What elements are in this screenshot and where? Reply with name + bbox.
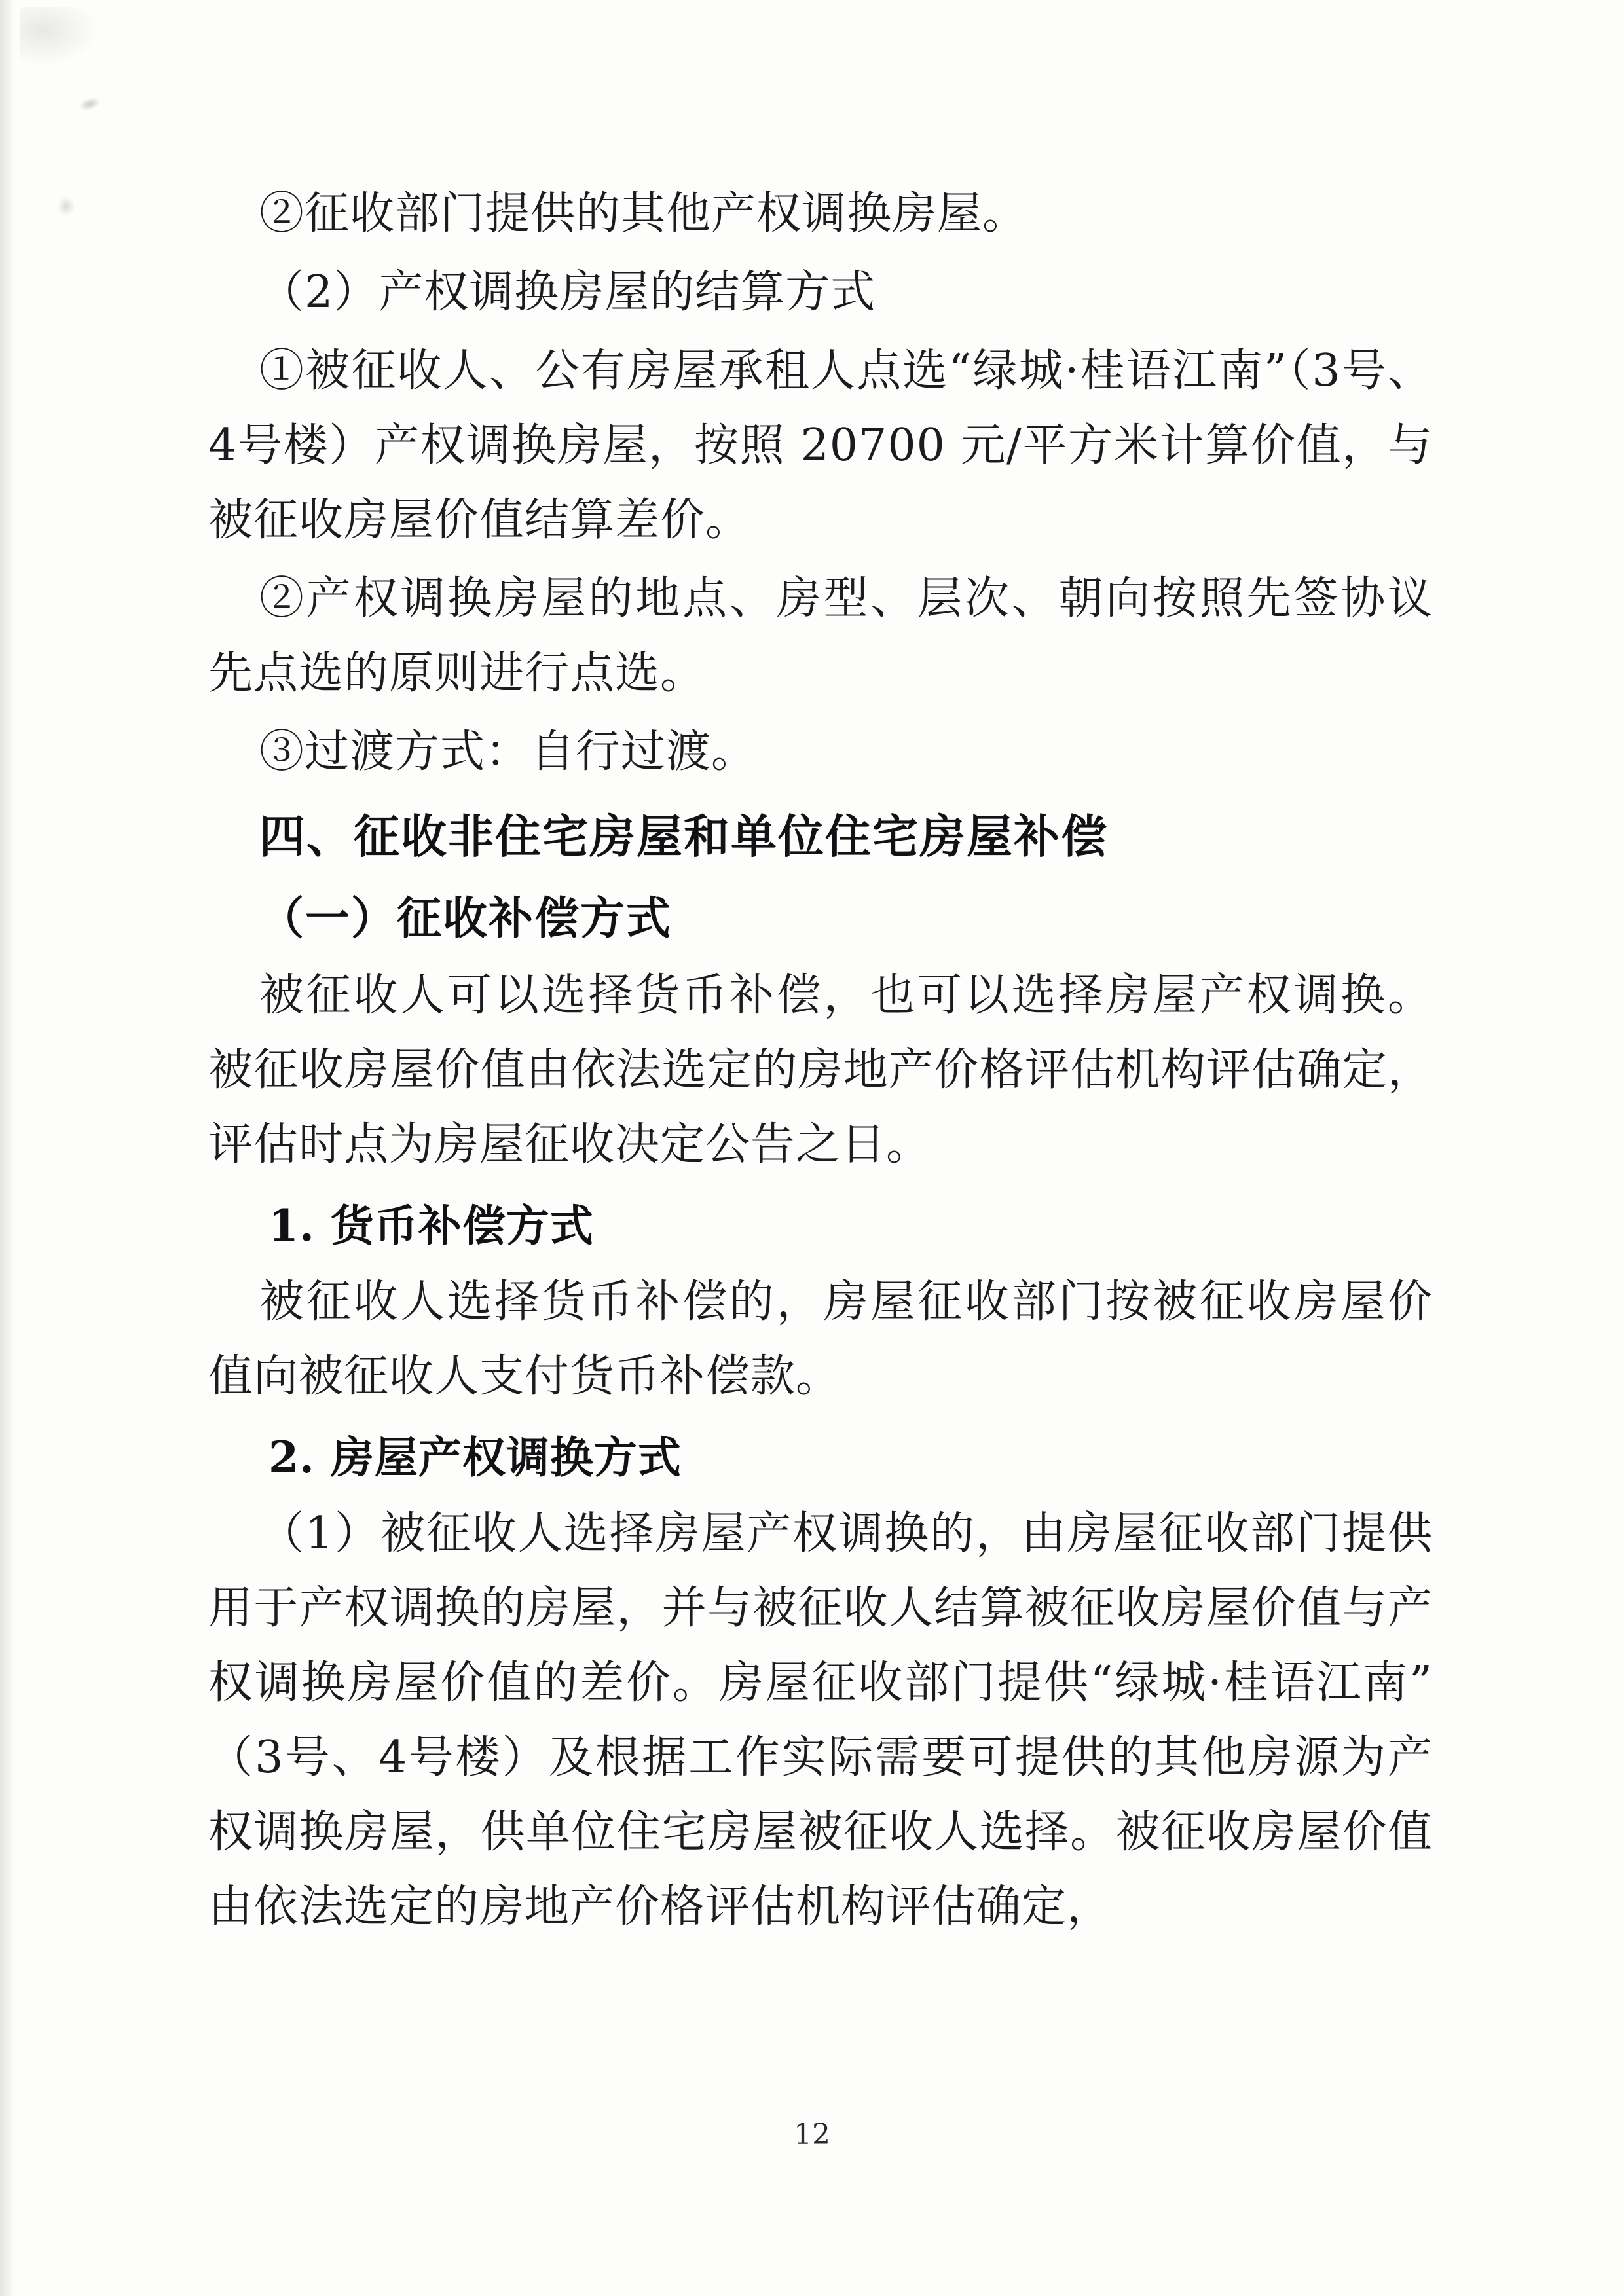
section-heading-four: 四、征收非住宅房屋和单位住宅房屋补偿 — [259, 809, 1108, 864]
document-body — [208, 177, 1433, 1948]
scan-artifact-mark — [56, 195, 77, 218]
scan-artifact-mark — [77, 95, 102, 113]
numbered-heading-property-swap: 2. 房屋产权调换方式 — [268, 1432, 682, 1483]
subsection-heading-compensation-method: （一）征收补偿方式 — [259, 892, 673, 945]
body-paragraph: ③过渡方式：自行过渡。 — [259, 726, 757, 778]
numbered-heading-monetary-compensation: 1. 货币补偿方式 — [268, 1200, 594, 1251]
body-paragraph: ②征收部门提供的其他产权调换房屋。 — [259, 188, 1028, 240]
body-paragraph: （1）被征收人选择房屋产权调换的，由房屋征收部门提供用于产权调换的房屋，并与被征收人结算被征收房屋价值与产权调换房屋价值的差价。房屋征收部门提供“绿城·桂语江南”（3号、4号楼）及根据工作实际需要可提供的其他房源为产权调换房屋，供单位住宅房屋被征收人选择。被征收房屋价值由依法选定的房地产价格评估机构评估确定， — [208, 1508, 1433, 1933]
scan-edge-shadow — [0, 0, 14, 2296]
page-number: 12 — [794, 2118, 830, 2151]
body-paragraph: ①被征收人、公有房屋承租人点选“绿城·桂语江南”（3号、4号楼）产权调换房屋，按照 20700 元/平方米计算价值，与被征收房屋价值结算差价。 — [208, 345, 1433, 546]
scan-corner-smudge — [20, 7, 98, 65]
body-paragraph: 被征收人可以选择货币补偿，也可以选择房屋产权调换。被征收房屋价值由依法选定的房地产价格评估机构评估确定，评估时点为房屋征收决定公告之日。 — [208, 970, 1433, 1171]
body-paragraph: 被征收人选择货币补偿的，房屋征收部门按被征收房屋价值向被征收人支付货币补偿款。 — [208, 1276, 1433, 1402]
body-paragraph: （2）产权调换房屋的结算方式 — [259, 266, 876, 318]
body-paragraph: ②产权调换房屋的地点、房型、层次、朝向按照先签协议先点选的原则进行点选。 — [208, 573, 1433, 699]
